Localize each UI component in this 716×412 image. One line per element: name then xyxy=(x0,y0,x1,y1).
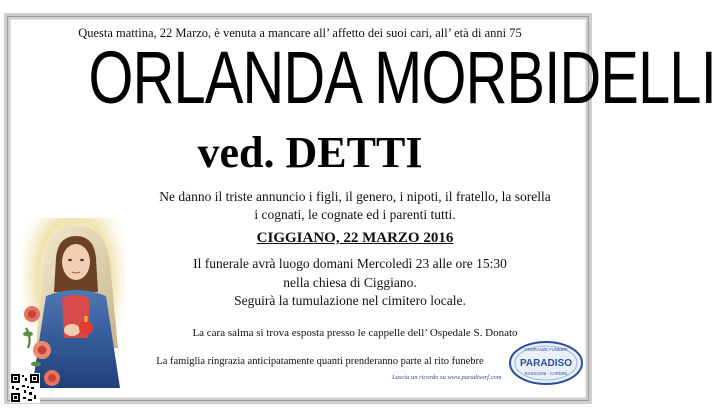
svg-text:PARADISO: PARADISO xyxy=(519,358,573,369)
funeral-line-3: Seguirà la tumulazione nel cimitero locale. xyxy=(234,293,466,308)
announcement xyxy=(130,188,580,224)
madonna-image xyxy=(22,218,126,388)
funeral-line-1: Il funerale avrà luogo domani Mercoledì 23 alle ore 15:30 xyxy=(193,256,507,271)
qr-code-image[interactable] xyxy=(10,373,40,403)
deceased-name: ORLANDA MORBIDELLI xyxy=(88,36,716,119)
place-date-line: CIGGIANO, 22 MARZO 2016 xyxy=(256,230,454,246)
svg-text:RASSAGNI · CARDINI: RASSAGNI · CARDINI xyxy=(524,371,568,376)
paradiso-logo[interactable] xyxy=(508,340,584,386)
announcement-line-1: Ne danno il triste annuncio i figli, il genero, i nipoti, il fratello, la sorella xyxy=(159,189,551,204)
viewing-info: La cara salma si trova esposta presso le cappelle dell’ Ospedale S. Donato xyxy=(192,327,518,339)
thanks-text: La famiglia ringrazia anticipatamente quanti prenderanno parte al rito funebre xyxy=(156,356,484,367)
svg-text:ONORANZE FUNEBRI: ONORANZE FUNEBRI xyxy=(524,347,568,352)
intro-text: Questa mattina, 22 Marzo, è venuta a mancare all’ affetto dei suoi cari, all’ età di anni 75 xyxy=(78,26,522,40)
funeral-line-2: nella chiesa di Ciggiano. xyxy=(283,274,417,290)
website-note[interactable]: Lascia un ricordo su www.paradisorf.com xyxy=(392,374,502,381)
funeral-details xyxy=(140,255,560,311)
announcement-line-2: i cognati, le cognate ed i parenti tutti. xyxy=(254,207,456,222)
deceased-subname: ved. DETTI xyxy=(197,128,423,177)
